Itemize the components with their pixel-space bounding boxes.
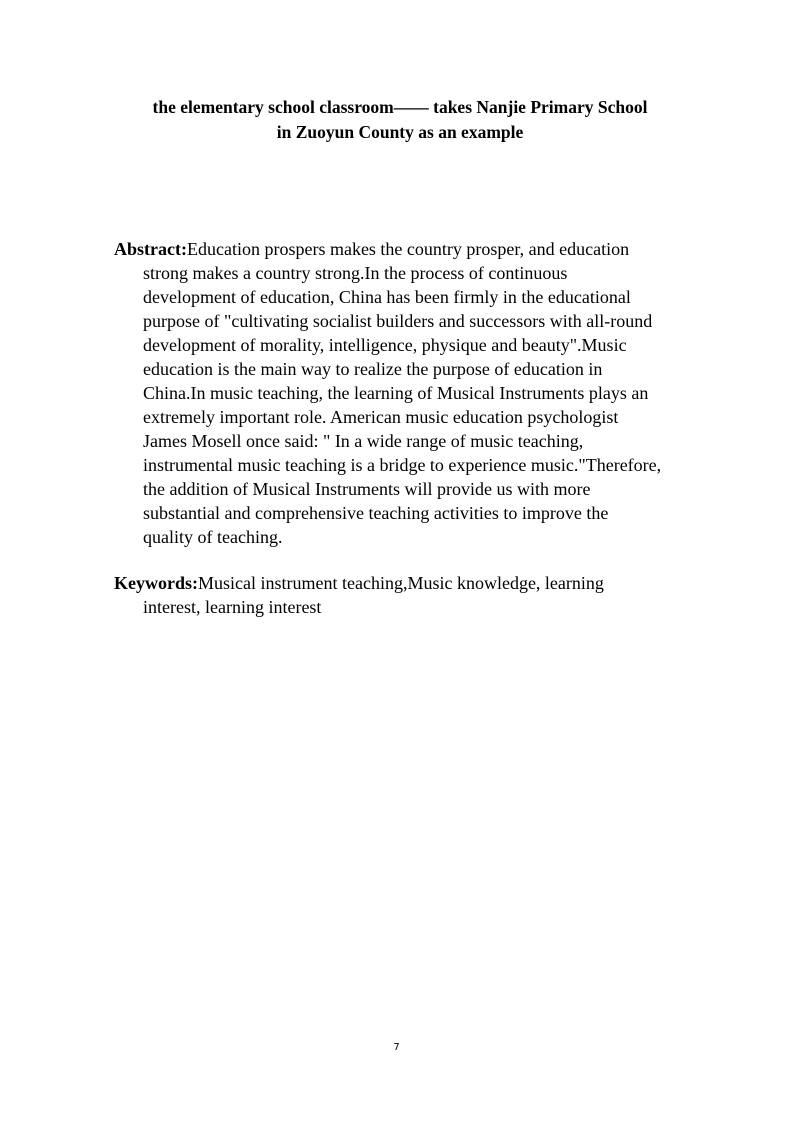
title-line-1: the elementary school classroom—— takes Nanjie Primary School <box>152 97 648 117</box>
abstract-text-line: James Mosell once said: " In a wide range of music teaching, <box>143 431 584 451</box>
keywords-label: Keywords: <box>114 573 198 593</box>
page-number: 7 <box>393 1042 400 1053</box>
abstract-text-line: development of education, China has been firmly in the educational <box>143 287 631 307</box>
abstract-section <box>114 237 724 549</box>
abstract-text-line: China.In music teaching, the learning of Musical Instruments plays an <box>143 383 649 403</box>
abstract-text-line: purpose of "cultivating socialist builders and successors with all-round <box>143 311 653 331</box>
keywords-text-line: interest, learning interest <box>143 597 322 617</box>
abstract-line-1 <box>114 237 724 261</box>
abstract-label: Abstract: <box>114 239 187 259</box>
abstract-text-line: quality of teaching. <box>143 527 283 547</box>
abstract-text-line: substantial and comprehensive teaching activities to improve the <box>143 503 609 523</box>
abstract-text-line: the addition of Musical Instruments will provide us with more <box>143 479 591 499</box>
abstract-text-line: education is the main way to realize the purpose of education in <box>143 359 603 379</box>
abstract-text-line: Education prospers makes the country prosper, and education <box>186 239 630 259</box>
abstract-text-line: development of morality, intelligence, physique and beauty".Music <box>143 335 627 355</box>
abstract-text-line: extremely important role. American music education psychologist <box>143 407 619 427</box>
keywords-line-1 <box>114 571 724 595</box>
title-line-2: in Zuoyun County as an example <box>276 122 524 142</box>
abstract-text-line: instrumental music teaching is a bridge to experience music."Therefore, <box>143 455 662 475</box>
keywords-text-line: Musical instrument teaching,Music knowledge, learning <box>198 573 604 593</box>
keywords-section <box>114 571 724 619</box>
abstract-text-line: strong makes a country strong.In the process of continuous <box>143 263 568 283</box>
document-title <box>100 95 700 145</box>
